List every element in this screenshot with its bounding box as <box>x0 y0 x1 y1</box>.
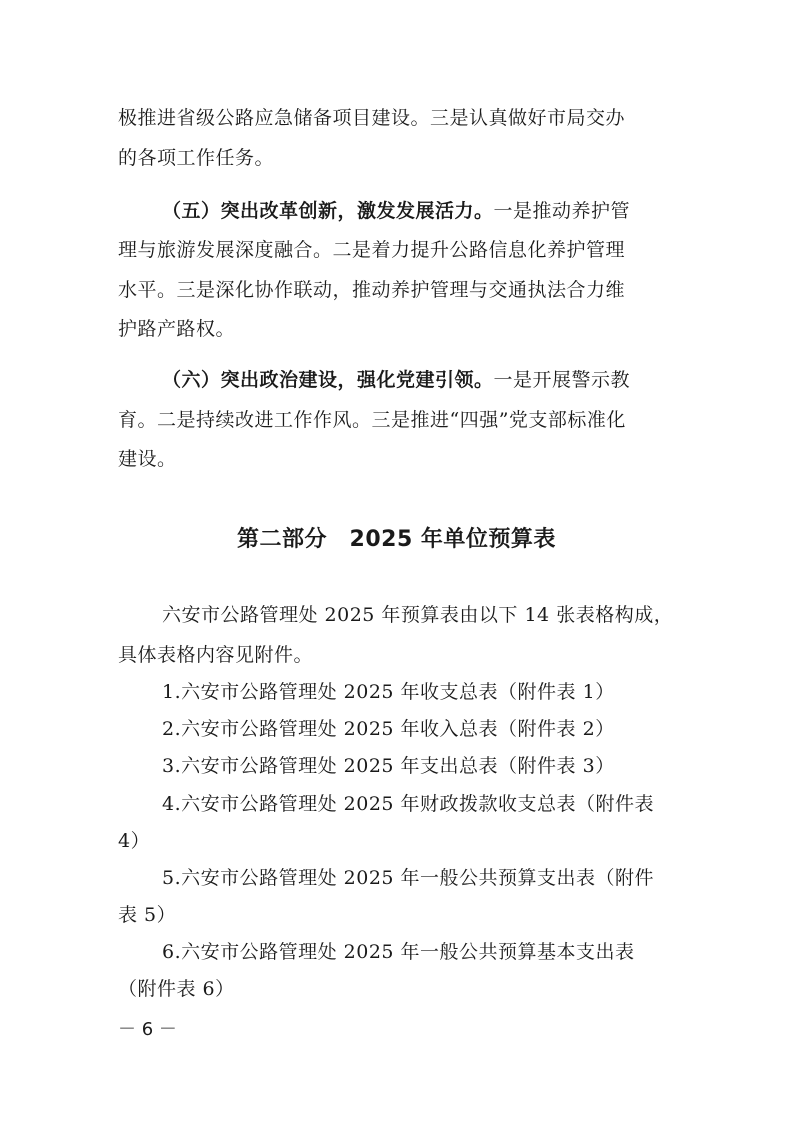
table-list-item: 表 5） <box>118 904 177 926</box>
table-list-item: 4.六安市公路管理处 2025 年财政拨款收支总表（附件表 <box>162 793 655 815</box>
paragraph-line: 极推进省级公路应急储备项目建设。三是认真做好市局交办 <box>118 107 626 129</box>
table-list-item: 5.六安市公路管理处 2025 年一般公共预算支出表（附件 <box>162 867 655 889</box>
section-six-line <box>162 368 630 392</box>
paragraph-line: 育。二是持续改进工作作风。三是推进“四强”党支部标准化 <box>118 409 626 431</box>
paragraph-line: 建设。 <box>118 448 177 470</box>
intro-line: 具体表格内容见附件。 <box>118 644 314 666</box>
part-two-title: 第二部分 2025 年单位预算表 <box>237 527 556 552</box>
table-list-item: 6.六安市公路管理处 2025 年一般公共预算基本支出表 <box>162 941 635 963</box>
table-list-item: 1.六安市公路管理处 2025 年收支总表（附件表 1） <box>162 681 615 703</box>
table-list-item: 3.六安市公路管理处 2025 年支出总表（附件表 3） <box>162 755 615 777</box>
section-five-text: 一是推动养护管 <box>493 200 631 222</box>
page-number: － 6 － <box>118 1019 177 1040</box>
paragraph-line: 护路产路权。 <box>118 318 236 340</box>
section-five-heading: （五）突出改革创新，激发发展活力。 <box>162 200 494 222</box>
table-list-item: （附件表 6） <box>118 978 235 1000</box>
section-six-heading: （六）突出政治建设，强化党建引领。 <box>162 369 494 391</box>
paragraph-line: 的各项工作任务。 <box>118 147 275 169</box>
section-five-line <box>162 199 630 223</box>
section-six-text: 一是开展警示教 <box>493 369 631 391</box>
table-list-item: 4） <box>118 830 151 852</box>
paragraph-line: 理与旅游发展深度融合。二是着力提升公路信息化养护管理 <box>118 239 626 261</box>
table-list-item: 2.六安市公路管理处 2025 年收入总表（附件表 2） <box>162 718 615 740</box>
paragraph-line: 水平。三是深化协作联动，推动养护管理与交通执法合力维 <box>118 279 626 301</box>
intro-line: 六安市公路管理处 2025 年预算表由以下 14 张表格构成， <box>162 604 674 626</box>
